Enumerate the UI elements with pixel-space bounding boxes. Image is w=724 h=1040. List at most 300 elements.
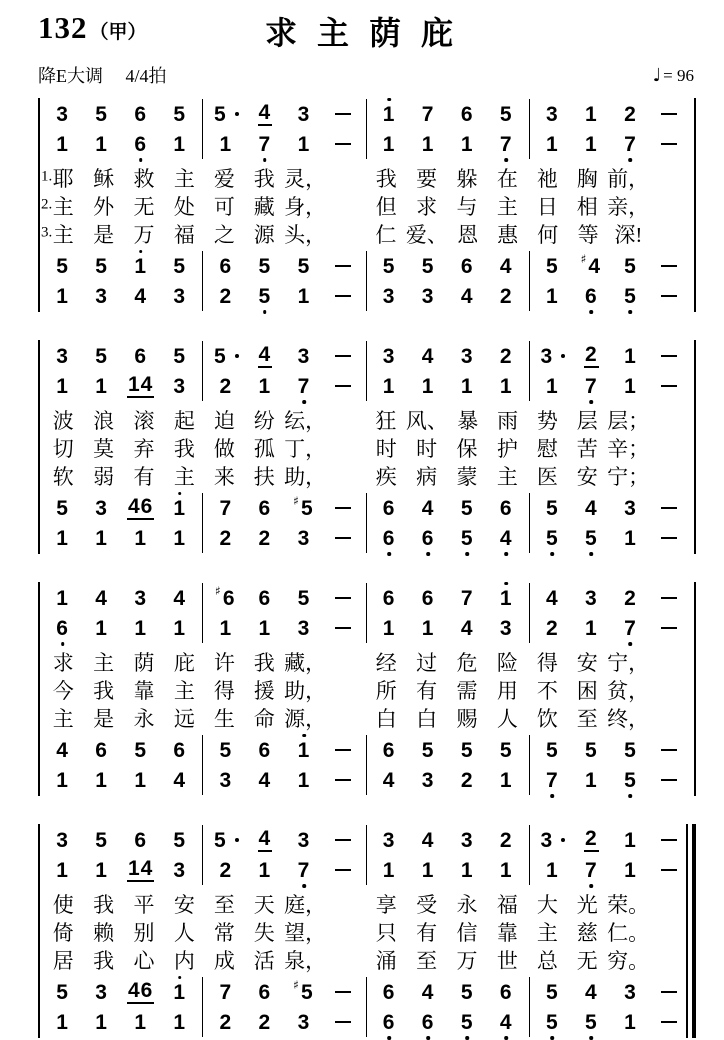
lyric-char: 白 [416,707,438,731]
note [297,860,312,881]
beat [206,129,245,159]
beat [245,493,284,523]
lyrics [40,644,692,734]
dash-note [661,507,677,510]
note-digit: 5 [95,828,108,852]
beat [206,523,245,553]
beat [487,765,526,795]
lyric-char: 赖 [93,921,115,945]
soprano-line [203,825,365,855]
lyric-phrase [205,405,367,433]
note [172,528,187,549]
lyric-line-2 [40,675,692,703]
lyric-phrase [366,433,528,461]
note [258,344,273,368]
beat [245,341,284,371]
note [297,618,312,639]
beat [572,371,611,401]
note-digit: 5 [545,1010,559,1034]
beat [409,977,448,1007]
alto-line [367,855,529,885]
lyric-char: 我 [93,949,115,973]
lyric-char: 救 [133,167,155,191]
note-digit: 1 [624,374,637,398]
note [297,740,312,761]
note [382,1012,397,1033]
note [421,498,436,519]
measure [40,493,202,553]
beat [650,855,689,885]
beat [43,583,82,613]
note [421,134,436,155]
note [460,528,475,549]
note [460,618,475,639]
note-digit: 1 [258,858,272,882]
octave-dot-below [263,158,267,162]
beat [650,613,689,643]
note [382,498,397,519]
note [421,376,436,397]
beat [448,99,487,129]
note-digit: 5 [545,738,559,762]
soprano-line [203,583,365,613]
lyric-char: 只 [375,921,397,945]
lyric-char: 慈 [576,921,598,945]
measure [202,583,365,643]
octave-dot-below [504,158,508,162]
note-digit: 5 [624,768,637,792]
lyric-char: 慰 [536,437,558,461]
lyric-char: 波 [52,409,74,433]
note-digit: 5 [56,980,69,1004]
beat [206,99,245,129]
beat [409,341,448,371]
lyric-char: 相 [576,195,598,219]
dash [661,597,677,600]
dash [661,265,677,268]
lyric-char: 靠 [133,679,155,703]
beat [533,493,572,523]
beat [43,1007,82,1037]
beat [650,99,689,129]
lyric-phrase [43,945,205,973]
beat [82,1007,121,1037]
beat [572,129,611,159]
note [172,1012,187,1033]
beat [82,493,121,523]
lyric-char: 险 [496,651,518,675]
note-digit: 14 [127,373,154,396]
verse-number: 1. [41,168,53,185]
beat [448,129,487,159]
note-digit: 1 [624,526,637,550]
measure [202,825,365,885]
note-digit: 1 [297,768,311,792]
system-barline-right [694,340,696,554]
beat [82,613,121,643]
lyric-char: 主 [52,195,74,219]
beat [245,1007,284,1037]
beat [650,341,689,371]
octave-dot-below [139,158,143,162]
dash-note [661,295,677,298]
note [460,346,475,367]
lyric-phrase [205,917,367,945]
lyric-char: 世 [496,949,518,973]
upper-staff [40,340,692,402]
note-digit: 5 [585,738,598,762]
note-digit: 5 [545,980,559,1004]
note-digit: 3 [297,1010,311,1034]
note-digit: 1 [134,526,147,550]
lyric-char: 外 [93,195,115,219]
note [584,104,599,125]
note [133,346,148,367]
note [382,104,397,125]
note [499,618,514,639]
note-digit: 4 [258,827,272,850]
beat [611,281,650,311]
alto-line [367,371,529,401]
lyric-char [649,405,689,435]
note [460,104,475,125]
beat [245,281,284,311]
lyric-char: 靠 [496,921,518,945]
note-digit: 1 [95,858,108,882]
note [213,346,239,367]
note [545,498,560,519]
lyric-char: 助， [284,465,327,489]
beat [611,523,650,553]
alto-line [40,855,202,885]
lyric-char: 饮 [536,707,558,731]
note [382,860,397,881]
music-system-1 [40,98,692,312]
tenor-line [40,493,202,523]
beat [323,281,362,311]
bass-line [203,281,365,311]
lyric-char: 用 [496,679,518,703]
lyric-char [649,889,689,919]
note [499,830,514,851]
beat [323,977,362,1007]
note-digit: 1 [56,858,69,882]
lyric-char [326,675,366,705]
beat [572,251,611,281]
note [172,286,187,307]
beat [245,765,284,795]
note-digit: 4 [258,101,272,124]
beat [572,735,611,765]
note [133,1012,148,1033]
soprano-line [530,99,692,129]
dash-note [661,1021,677,1024]
lyric-char: 苦 [576,437,598,461]
lyric-char [326,405,366,435]
measure [366,583,529,643]
note-digit: 2 [460,768,474,792]
note-digit: 5 [95,102,108,126]
beat [160,371,199,401]
beat [448,251,487,281]
dash [335,839,351,842]
beat [160,855,199,885]
measure [366,825,529,885]
beat [572,1007,611,1037]
lyric-char: 耶 [52,167,74,191]
note [584,618,599,639]
dash-note [661,265,677,268]
note [460,256,475,277]
note-digit: 3 [56,828,69,852]
augmentation-dot [235,838,239,842]
lyric-phrase [528,219,690,247]
beat [409,129,448,159]
music-system-3 [40,582,692,796]
note-digit: 2 [258,526,272,550]
beat [650,977,689,1007]
lyric-char: 宁， [607,651,650,675]
beat [323,523,362,553]
note [584,770,599,791]
lyric-char: 头， [284,223,327,247]
note [213,830,239,851]
lyric-char: 护 [496,437,518,461]
beat [43,493,82,523]
lyric-char [649,163,689,193]
system-barline-right [694,98,696,312]
dash-note [335,839,351,842]
note-digit: 3 [95,496,108,520]
lyric-char: 倚 [52,921,74,945]
note-digit: 5 [585,1010,598,1034]
note-digit: 1 [460,374,474,398]
note [218,498,233,519]
lyric-phrase [528,917,690,945]
lyric-char: 光 [576,893,598,917]
note [218,618,233,639]
dash [661,869,677,872]
octave-dot-below [504,1036,508,1040]
note-digit: 6 [382,738,396,762]
lyric-char [649,219,689,249]
note-digit: 1 [173,496,187,520]
dash-note [661,991,677,994]
alto-line [40,129,202,159]
note-digit: 5 [297,254,311,278]
lyric-char: 受 [416,893,438,917]
note [623,104,638,125]
lyric-char: 安 [576,651,598,675]
note-digit: 1 [95,132,108,156]
beat [160,613,199,643]
note [382,134,397,155]
lyric-line-3 [40,461,692,489]
beat [487,735,526,765]
beat [121,493,160,523]
note [55,770,70,791]
note [297,104,312,125]
note [584,286,599,307]
note [133,770,148,791]
dash-note [335,537,351,540]
beat [448,825,487,855]
beat [206,583,245,613]
octave-dot-below [590,310,594,314]
lyric-char: 望， [284,921,327,945]
note-digit: 1 [56,284,69,308]
note-digit: 1 [95,1010,108,1034]
beat [160,523,199,553]
note [55,256,70,277]
beat [533,281,572,311]
beat [611,825,650,855]
lyric-char: 躲 [456,167,478,191]
beat [206,341,245,371]
note-digit: 5 [297,586,311,610]
bass-line [40,765,202,795]
beat [370,523,409,553]
measure [366,735,529,795]
note-digit: 4 [421,344,435,368]
system-barline-left [38,340,40,554]
dash-note [661,749,677,752]
lyric-char: 深! [614,223,643,247]
note-digit: 5 [382,254,396,278]
key-signature: 降E大调 [38,66,103,86]
lyric-char: 庭， [284,893,327,917]
lyric-phrase [43,163,205,191]
beat [160,977,199,1007]
beat [323,1007,362,1037]
note-digit: 1 [173,526,187,550]
beat [284,583,323,613]
note [421,830,436,851]
note-digit: 4 [56,738,69,762]
measure [529,99,692,159]
lyric-phrase [43,191,205,219]
note [55,830,70,851]
lyric-char: 终， [607,707,650,731]
note-digit: 6 [258,586,272,610]
tenor-line [203,977,365,1007]
beat [121,281,160,311]
beat [206,735,245,765]
lyric-char: 许 [213,651,235,675]
lyric-char: 但 [375,195,397,219]
lyric-char: 援 [253,679,275,703]
lyric-phrase [205,675,367,703]
note [218,134,233,155]
lyric-char: 风、 [405,409,448,433]
note [545,376,560,397]
lyric-line-1 [40,647,692,675]
note [584,860,599,881]
note-digit: 3 [499,616,513,640]
lyric-char: 时 [416,437,438,461]
lyric-char: 胸 [576,167,598,191]
note-digit: 1 [95,374,108,398]
note-digit: 1 [421,374,435,398]
beat [245,735,284,765]
beat [206,281,245,311]
beat [160,129,199,159]
note-digit: 1 [219,132,233,156]
measure [529,825,692,885]
dash [661,113,677,116]
note-digit: 1 [382,858,396,882]
note [218,1012,233,1033]
lyric-char: 纷 [253,409,275,433]
lyric-char: 至 [416,949,438,973]
note-digit: 6 [219,254,233,278]
note [382,528,397,549]
beat [323,825,362,855]
lyrics [40,886,692,976]
lyric-char: 主 [496,465,518,489]
beat [448,613,487,643]
lyric-char [326,433,366,463]
note-digit: 6 [222,586,236,610]
soprano-line [367,825,529,855]
beat [43,251,82,281]
note [382,286,397,307]
lyric-phrase [366,163,528,191]
note-digit: 5 [460,496,474,520]
beat [43,523,82,553]
note-digit: 4 [421,980,435,1004]
note [545,618,560,639]
lyric-phrase [528,433,690,461]
lyric-char: 扶 [253,465,275,489]
note [55,498,70,519]
note [584,498,599,519]
beat [370,129,409,159]
lyric-char: 万 [133,223,155,247]
beat [43,855,82,885]
lyric-phrase [366,945,528,973]
lyric-char: 需 [456,679,478,703]
note [545,770,560,791]
beat [121,251,160,281]
note [94,830,109,851]
beat [533,129,572,159]
lyric-char [326,889,366,919]
note-digit: 5 [213,828,227,852]
note-digit: 6 [499,496,513,520]
lyric-char: 成 [213,949,235,973]
final-barline-thin [686,824,688,1038]
octave-dot-above [302,734,306,738]
beat [323,613,362,643]
lyric-char: 信 [456,921,478,945]
lyric-phrase [528,461,690,489]
beat [323,341,362,371]
note [127,496,154,520]
lyric-char: 暴 [457,409,479,433]
note-digit: 3 [382,284,396,308]
lyric-char: 失 [253,921,275,945]
note [172,740,187,761]
time-signature: 4/4拍 [125,66,167,86]
note [215,584,237,610]
beat [121,523,160,553]
note [55,1012,70,1033]
lyric-char: 与 [456,195,478,219]
tempo-value: = 96 [663,65,694,85]
note-digit: 7 [624,132,637,156]
beat [43,765,82,795]
